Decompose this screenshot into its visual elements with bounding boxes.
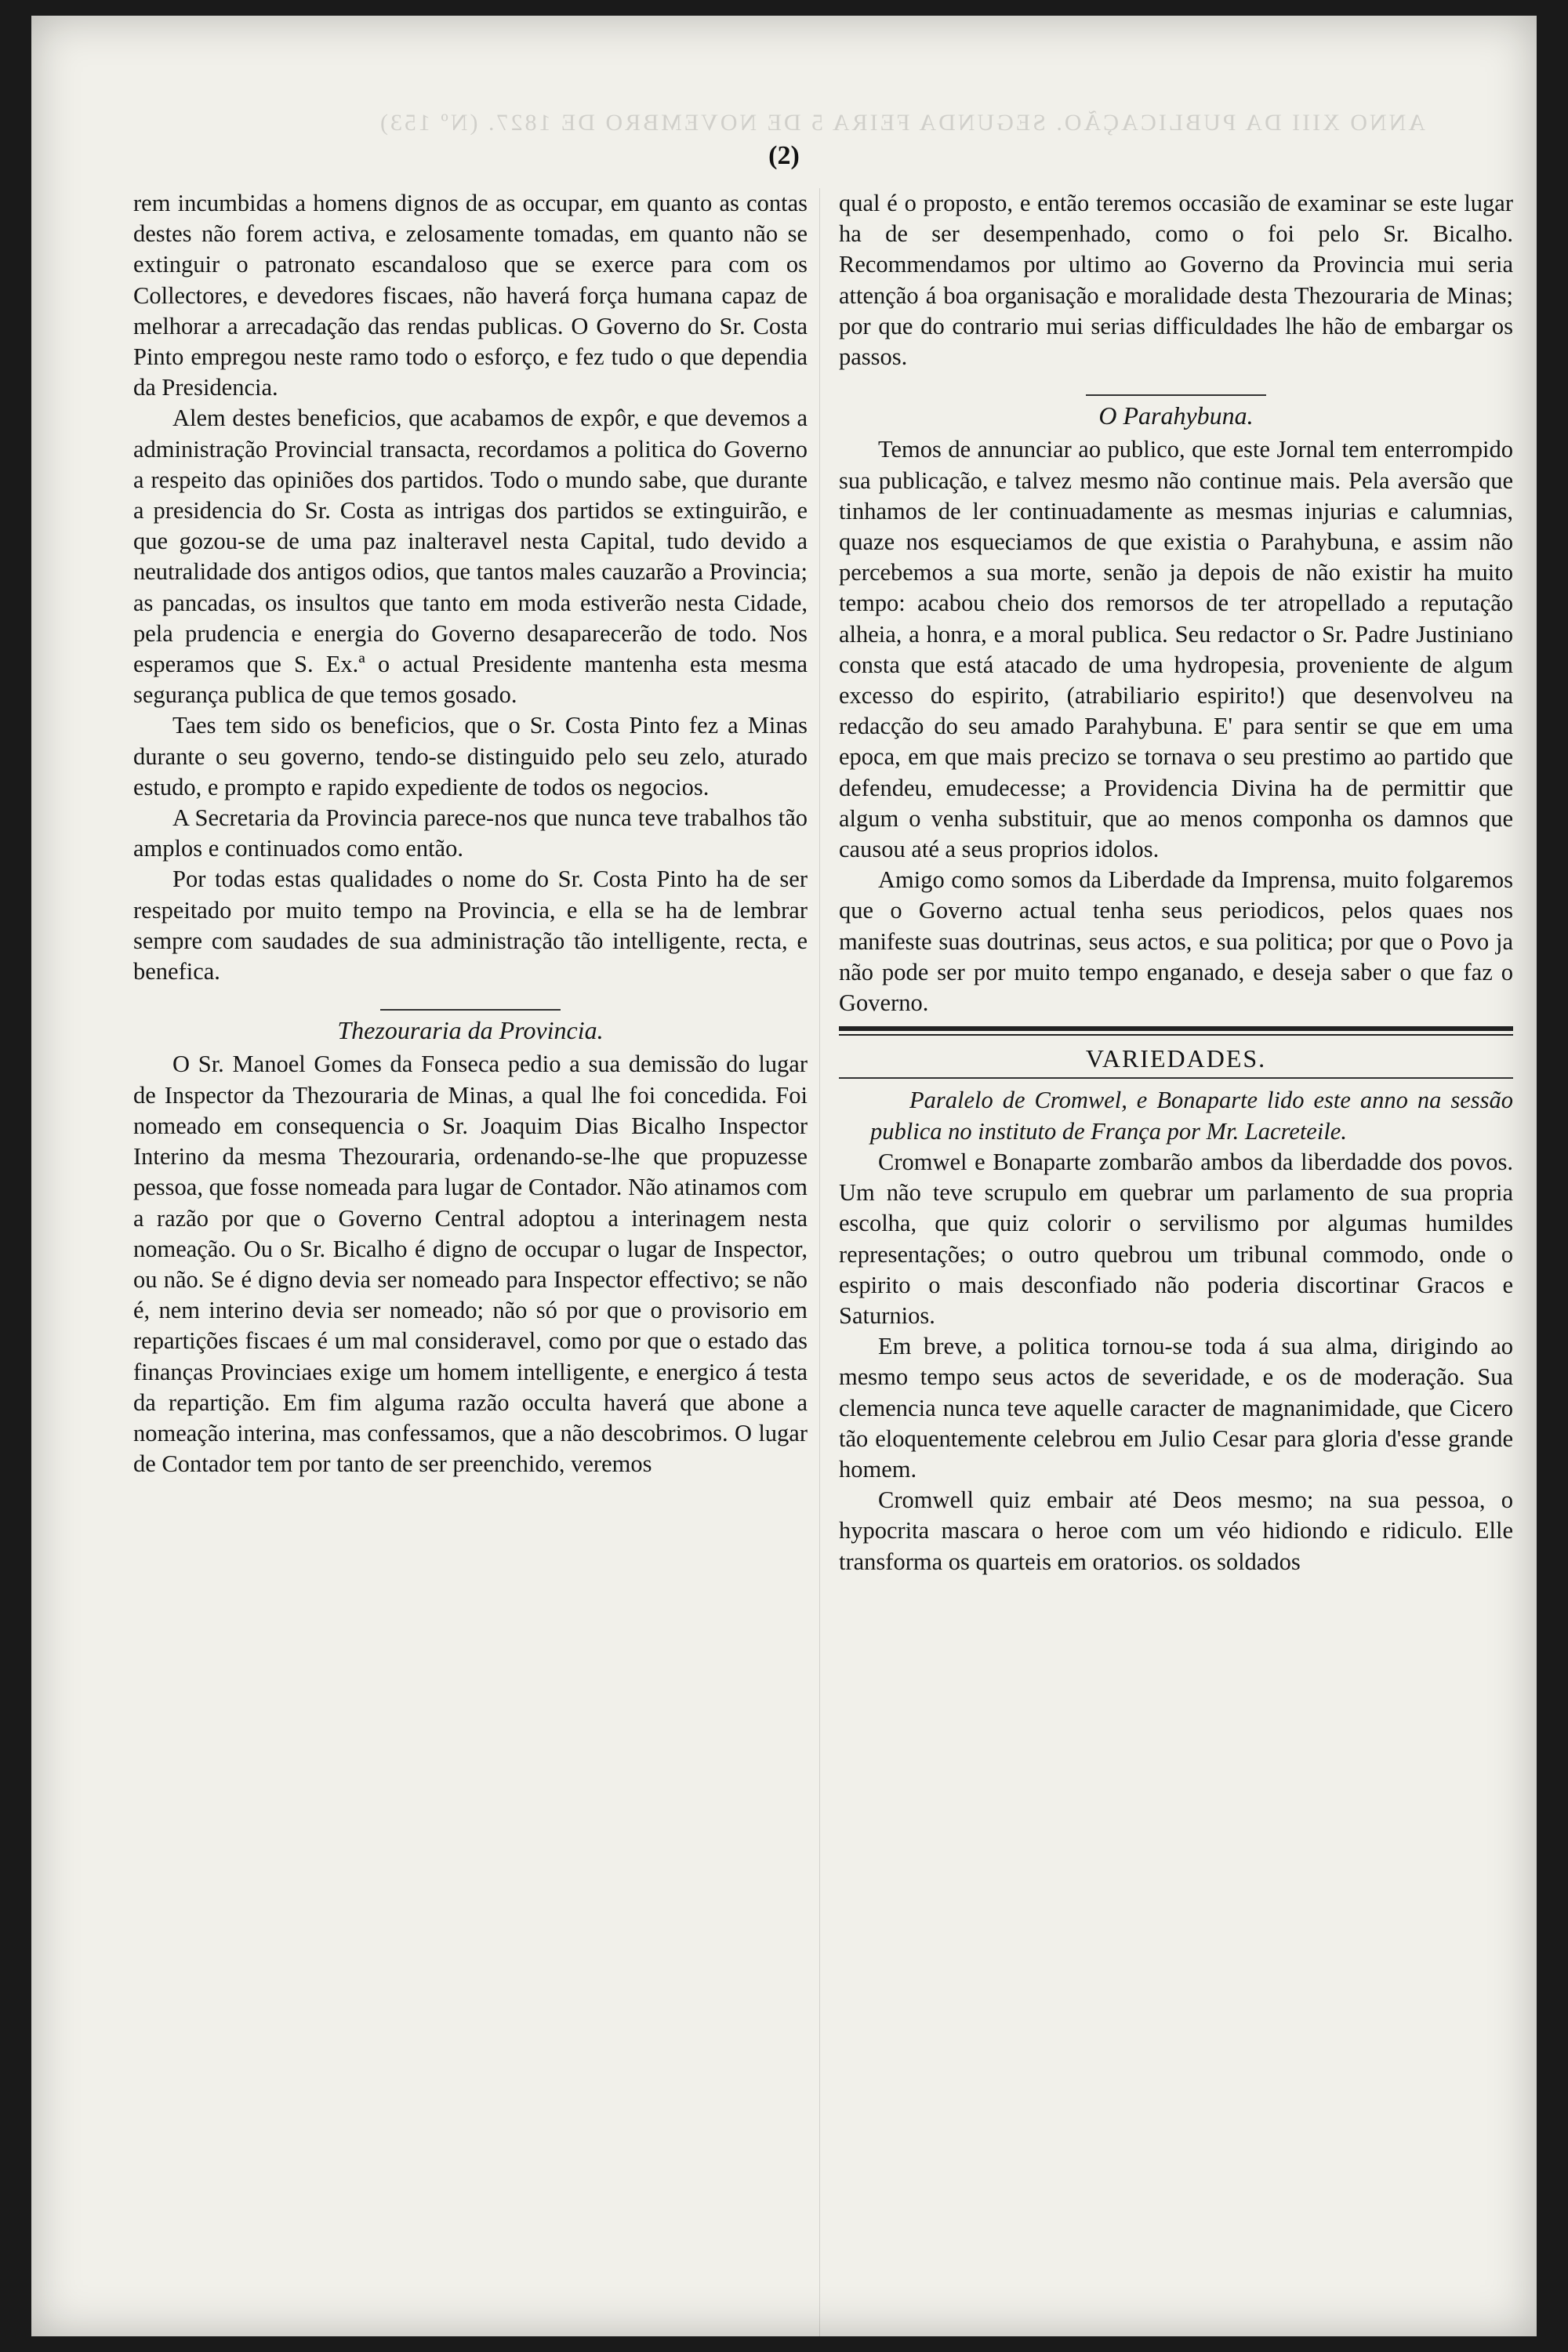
paragraph: Amigo como somos da Liberdade da Imprensa, muito folgaremos que o Governo actual tenha seus periodicos, pelos quaes nos manifeste suas doutrinas, seus actos, e sua politica; por que o Povo ja não pode ser por muito tempo enganado, e deseja saber o que faz o Governo. <box>839 866 1513 1017</box>
heading-underline <box>839 1077 1513 1079</box>
paragraph: Alem destes beneficios, que acabamos de expôr, e que devemos a administração Provincial transacta, recordamos a politica do Governo a respeito das opiniões dos partidos. Todo o mundo sabe, que durante a presidencia do Sr. Costa as intrigas dos partidos se extinguirão, e que gozou-se de uma paz inalteravel nesta Capital, tudo devido a neutralidade dos antigos odios, que tantos males cauzarão a Provincia; as pancadas, os insultos que tanto em moda estiverão nesta Cidade, pela prudencia e energia do Governo desaparecerão de todo. Nos esperamos que S. Ex.ª o actual Presidente mantenha esta mesma segurança publica de que temos gosado. <box>133 405 808 709</box>
right-column <box>839 188 1513 1577</box>
section-separator <box>839 380 1513 396</box>
bleed-through-header: ANNO XIII DA PUBLICAÇÃO. SEGUNDA FEIRA 5 DE NOVEMBRO DE 1827. (Nº 153) <box>378 110 1425 136</box>
paragraph: Em breve, a politica tornou-se toda á sua alma, dirigindo ao mesmo tempo seus actos de severidade, e os de moderação. Sua clemencia nunca teve aquelle caracter de magnanimidade, que Cicero tão eloquentemente celebrou em Julio Cesar para gloria d'esse grande homem. <box>839 1333 1513 1483</box>
paragraph: rem incumbidas a homens dignos de as occupar, em quanto as contas destes não forem activa, e zelosamente tomadas, em quanto não se extinguir o patronato escandaloso que se exerce para com os Collectores, e devedores fiscaes, não haverá força humana capaz de melhorar a arrecadação das rendas publicas. O Governo do Sr. Costa Pinto empregou neste ramo todo o esforço, e fez tudo o que dependia da Presidencia. <box>133 190 808 401</box>
section-title: Thezouraria da Provincia. <box>337 1016 604 1045</box>
heavy-rule <box>839 1026 1513 1031</box>
article-subtitle: Paralelo de Cromwel, e Bonaparte lido este anno na sessão publica no instituto de França por Mr. Lacreteile. <box>870 1087 1513 1145</box>
thin-rule <box>839 1034 1513 1036</box>
paragraph: qual é o proposto, e então teremos occasião de examinar se este lugar ha de ser desempenhado, como o foi pelo Sr. Bicalho. Recommendamos por ultimo ao Governo da Provincia mui seria attenção á boa organisação e moralidade desta Thezouraria de Minas; por que do contrario mui serias difficuldades lhe hão de embargar os passos. <box>839 190 1513 371</box>
paragraph: O Sr. Manoel Gomes da Fonseca pedio a sua demissão do lugar de Inspector da Thezouraria de Minas, a qual lhe foi concedida. Foi nomeado em consequencia o Sr. Joaquim Dias Bicalho Inspector Interino da mesma Thezouraria, ordenando-se-lhe que propuzesse pessoa, que fosse nomeada para lugar de Contador. Não atinamos com a razão por que o Governo Central adoptou a interinagem nesta nomeação. Ou o Sr. Bicalho é digno de occupar o lugar de Inspector, ou não. Se é digno devia ser nomeado para Inspector effectivo; se não é, nem interino devia ser nomeado; não só por que o provisorio em repartições fiscaes é um mal consideravel, como por que o estado das finanças Provinciaes exige um homem intelligente, e energico á testa da repartição. Em fim alguma razão occulta haverá que abone a nomeação interina, mas confessamos, que a não descobrimos. O lugar de Contador tem por tanto de ser preenchido, veremos <box>133 1051 808 1478</box>
column-divider <box>819 188 820 2336</box>
paragraph: A Secretaria da Provincia parece-nos que nunca teve trabalhos tão amplos e continuados como então. <box>133 804 808 862</box>
paragraph: Cromwell quiz embair até Deos mesmo; na sua pessoa, o hypocrita mascara o heroe com um véo hidiondo e ridiculo. Elle transforma os quarteis em oratorios. os soldados <box>839 1486 1513 1575</box>
paragraph: Temos de annunciar ao publico, que este Jornal tem enterrompido sua publicação, e talvez mesmo não continue mais. Pela aversão que tinhamos de ler continuadamente as mesmas injurias e calumnias, quaze nos esqueciamos de que existia o Parahybuna, e assim não percebemos a sua morte, senão ja depois de não existir ha muito tempo: acabou cheio dos remorsos de ter atropellado a reputação alheia, a honra, e a moral publica. Seu redactor o Sr. Padre Justiniano consta que está atacado de uma hydropesia, proveniente de algum excesso do espirito, (atrabiliario espirito!) que desenvolveu na redacção do seu amado Parahybuna. E' para sentir se que em uma epoca, em que mais precizo se tornava o seu prestimo ao partido que defendeu, emudecesse; a Providencia Divina ha de permittir que algum o venha substituir, que ao menos componha os damnos que causou até a seus proprios idolos. <box>839 436 1513 863</box>
paragraph: Cromwel e Bonaparte zombarão ambos da liberdadde dos povos. Um não teve scrupulo em quebrar um parlamento de sua propria escolha, que quiz colorir o servilismo por algumas humildes representações; o outro quebrou um tribunal commodo, onde o espirito o mais desconfiado não poderia discortinar Gracos e Saturnios. <box>839 1148 1513 1329</box>
variedades-heading: VARIEDADES. <box>1085 1044 1267 1073</box>
section-title: O Parahybuna. <box>1098 401 1254 430</box>
page-number: (2) <box>768 141 800 170</box>
paragraph: Por todas estas qualidades o nome do Sr. Costa Pinto ha de ser respeitado por muito tempo na Provincia, e ella se ha de lembrar sempre com saudades de sua administração tão intelligente, recta, e benefica. <box>133 866 808 985</box>
left-column <box>133 188 808 1479</box>
section-separator <box>133 995 808 1011</box>
paragraph: Taes tem sido os beneficios, que o Sr. Costa Pinto fez a Minas durante o seu governo, tendo-se distinguido pelo seu zelo, aturado estudo, e prompto e rapido expediente de todos os negocios. <box>133 712 808 800</box>
newspaper-page <box>31 16 1537 2336</box>
